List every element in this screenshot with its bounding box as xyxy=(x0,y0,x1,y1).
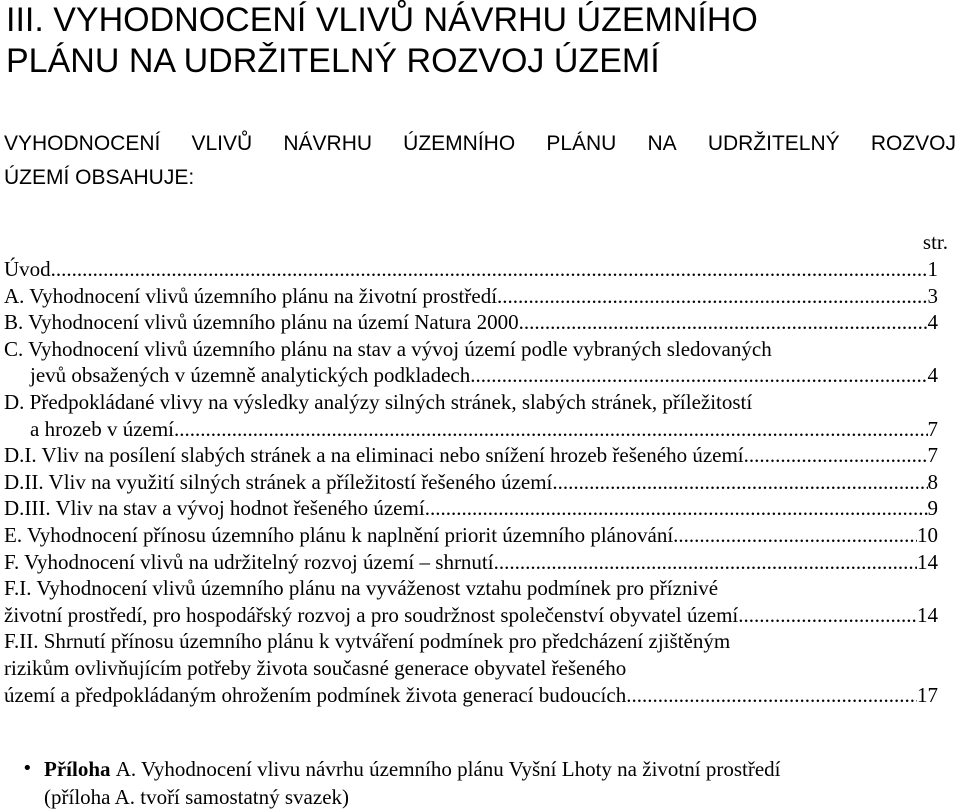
toc-entry-text: území a předpokládaným ohrožením podmínek života generací budoucích xyxy=(4,682,627,707)
toc-entry[interactable] xyxy=(4,283,938,310)
toc-entry-continuation[interactable] xyxy=(4,602,938,629)
toc-leader-dots xyxy=(174,416,927,443)
toc-leader-dots xyxy=(51,256,928,283)
subheading-word: NA xyxy=(647,132,677,155)
toc-entry-text: a hrozeb v území xyxy=(30,416,175,441)
toc-entry-text: F.II. Shrnutí přínosu územního plánu k vytváření podmínek pro předcházení zjištěným xyxy=(4,629,731,654)
toc-entry-text: C. Vyhodnocení vlivů územního plánu na stav a vývoj území podle vybraných sledovaných xyxy=(4,336,772,361)
appendix-label: Příloha xyxy=(44,757,111,781)
section-heading-line-1: III. VYHODNOCENÍ VLIVŮ NÁVRHU ÚZEMNÍHO xyxy=(6,1,758,39)
toc-entry-page: 4 xyxy=(927,310,938,335)
toc-entry-page: 7 xyxy=(927,416,938,441)
toc-entry-text: D. Předpokládané vlivy na výsledky analýzy silných stránek, slabých stránek, příležitostí xyxy=(4,389,753,414)
toc-entry-page: 7 xyxy=(927,443,938,468)
toc-entry-text: D.III. Vliv na stav a vývoj hodnot řešeného území xyxy=(4,496,425,521)
appendix-note xyxy=(22,755,942,811)
toc-entry-text: E. Vyhodnocení přínosu územního plánu k naplnění priorit územního plánování xyxy=(4,522,674,547)
toc-entry-page: 8 xyxy=(927,469,938,494)
subheading-word: ROZVOJ xyxy=(870,132,956,155)
toc-leader-dots xyxy=(744,442,928,469)
toc-entry-text: A. Vyhodnocení vlivů územního plánu na životní prostředí xyxy=(4,283,498,308)
contents-subheading-line-1 xyxy=(4,127,956,161)
contents-subheading-line-2: ÚZEMÍ OBSAHUJE: xyxy=(4,166,195,189)
toc-entry[interactable] xyxy=(4,389,938,416)
toc-subentry[interactable] xyxy=(4,469,938,496)
section-heading xyxy=(6,0,946,82)
toc-entry-page: 4 xyxy=(927,363,938,388)
toc-entry[interactable] xyxy=(4,549,938,576)
toc-entry-page: 9 xyxy=(927,496,938,521)
subheading-word: ÚZEMNÍHO xyxy=(403,132,516,155)
toc-leader-dots xyxy=(552,469,927,496)
bullet-icon: • xyxy=(22,758,33,779)
toc-entry[interactable] xyxy=(4,256,938,283)
toc-entry-page: 3 xyxy=(927,283,938,308)
toc-entry-text: D.II. Vliv na využití silných stránek a příležitostí řešeného území xyxy=(4,469,553,494)
toc-leader-dots xyxy=(470,362,927,389)
toc-entry-text: Úvod xyxy=(4,257,51,281)
appendix-note-line-1 xyxy=(22,755,942,783)
subheading-word: PLÁNU xyxy=(546,132,617,155)
toc-entry-text: životní prostředí, pro hospodářský rozvoj a pro soudržnost společenství obyvatel území xyxy=(4,602,739,627)
toc-subentry[interactable] xyxy=(4,575,938,602)
toc-leader-dots xyxy=(494,549,917,576)
toc-entry-continuation[interactable] xyxy=(4,416,938,443)
toc-entry-continuation[interactable] xyxy=(4,655,938,682)
subheading-word: NÁVRHU xyxy=(283,132,373,155)
toc-leader-dots xyxy=(626,682,917,709)
toc-entry[interactable] xyxy=(4,336,938,363)
subheading-word: VLIVŮ xyxy=(191,132,253,155)
appendix-title: A. Vyhodnocení vlivu návrhu územního plánu Vyšní Lhoty na životní prostředí xyxy=(115,757,781,781)
appendix-note-line-2: (příloha A. tvoří samostatný svazek) xyxy=(44,785,350,809)
toc-leader-dots xyxy=(425,495,928,522)
toc-leader-dots xyxy=(673,522,917,549)
toc-entry[interactable] xyxy=(4,522,938,549)
toc-entry-text: F.I. Vyhodnocení vlivů územního plánu na vyváženost vztahu podmínek pro příznivé xyxy=(4,576,719,601)
toc-entry-continuation[interactable] xyxy=(4,362,938,389)
section-heading-line-2: PLÁNU NA UDRŽITELNÝ ROZVOJ ÚZEMÍ xyxy=(6,42,660,80)
toc-entry-page: 14 xyxy=(917,602,938,627)
toc-entry[interactable] xyxy=(4,309,938,336)
toc-entry-text: F. Vyhodnocení vlivů na udržitelný rozvoj území – shrnutí xyxy=(4,549,494,574)
toc-subentry[interactable] xyxy=(4,495,938,522)
toc-entry-text: rizikům ovlivňujícím potřeby života současné generace obyvatel řešeného xyxy=(4,655,627,680)
toc-entry-page: 10 xyxy=(917,522,938,547)
toc-entry-page: 1 xyxy=(927,257,938,281)
subheading-word: UDRŽITELNÝ xyxy=(707,132,840,155)
toc-entry-page: 17 xyxy=(917,682,938,707)
contents-subheading xyxy=(4,127,956,195)
toc-entry-text: jevů obsažených v územně analytických podkladech xyxy=(30,363,471,388)
toc-subentry[interactable] xyxy=(4,628,938,655)
toc-leader-dots xyxy=(519,309,928,336)
toc-entry-text: B. Vyhodnocení vlivů územního plánu na území Natura 2000 xyxy=(4,310,519,335)
toc-leader-dots xyxy=(738,602,917,629)
subheading-word: VYHODNOCENÍ xyxy=(4,132,161,155)
toc-entry-continuation[interactable] xyxy=(4,682,938,709)
toc-subentry[interactable] xyxy=(4,442,938,469)
toc-entry-text: D.I. Vliv na posílení slabých stránek a na eliminaci nebo snížení hrozeb řešeného území xyxy=(4,443,744,468)
toc-entry-page: 14 xyxy=(917,549,938,574)
page-column-header: str. xyxy=(922,230,948,254)
table-of-contents xyxy=(4,256,938,708)
toc-leader-dots xyxy=(497,283,927,310)
